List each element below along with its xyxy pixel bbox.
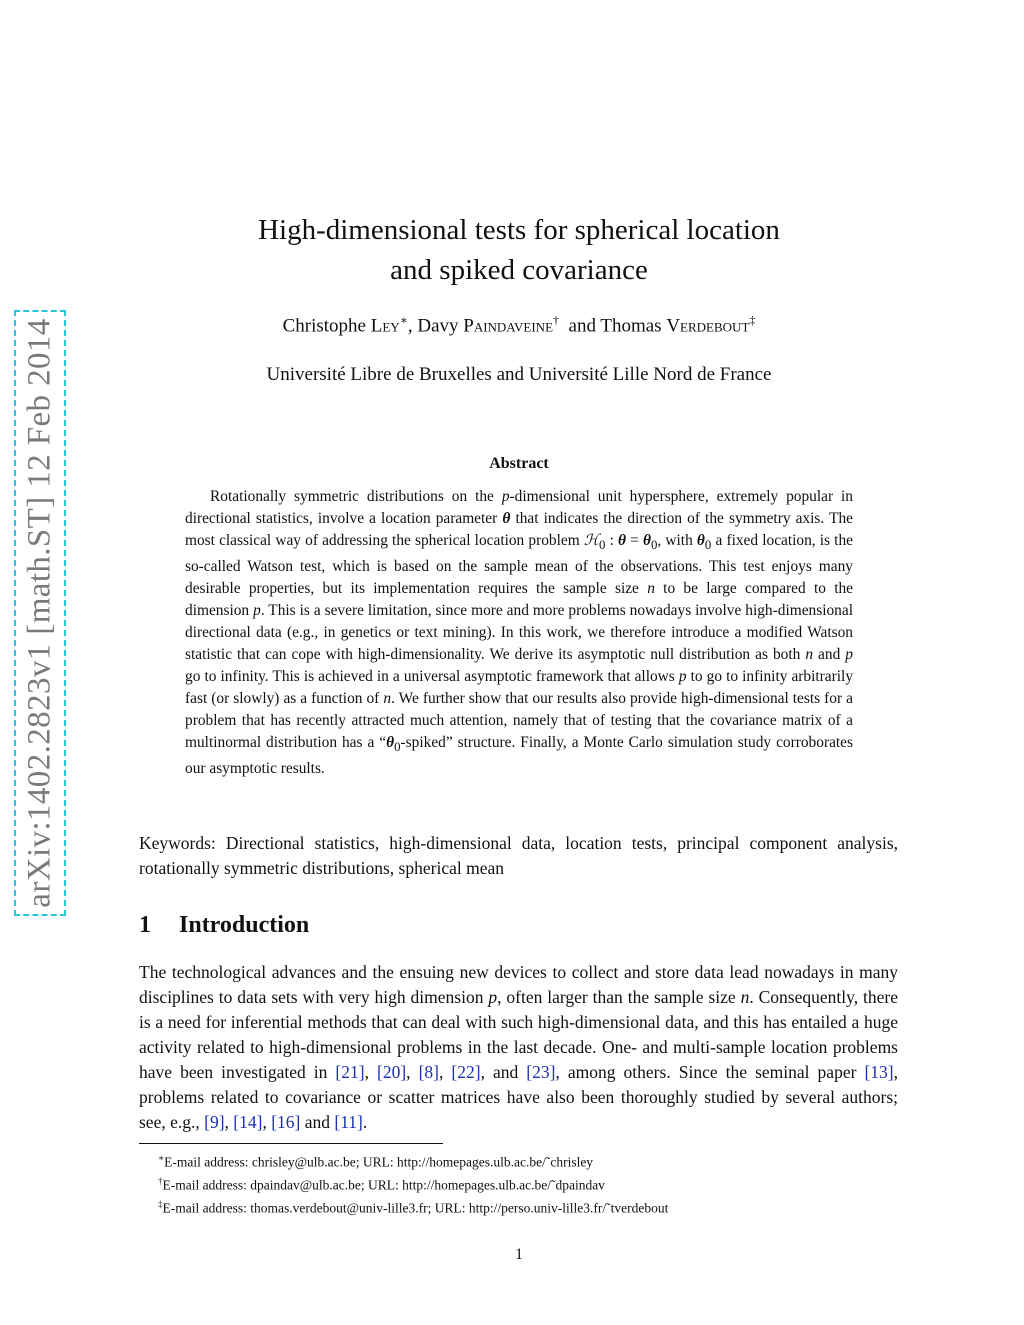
- author-first-name: Christophe: [282, 315, 366, 337]
- page-number: 1: [515, 1246, 523, 1263]
- citation-link[interactable]: [13]: [864, 1062, 894, 1082]
- abstract-text: , with: [657, 532, 697, 549]
- section-number: 1: [139, 912, 151, 938]
- citation-link[interactable]: [16]: [271, 1112, 301, 1132]
- footnotes: [158, 1149, 668, 1218]
- footnote-mark: †: [553, 313, 560, 327]
- abstract-text: . This is a severe limitation, since more and more problems nowadays involve high-dimensional directional data (e.g., in genetics or text mining). In this work, we therefore introduce a modified Watson statistic that can cope with high-dimensionality. We derive its asymptotic null distribution as both: [185, 602, 853, 664]
- math-subscript: 0: [599, 538, 606, 553]
- citation-link[interactable]: [21]: [335, 1062, 365, 1082]
- abstract-text: that indicates the direction of the symmetry axis. The most classical way of addressing the spherical location problem: [185, 510, 853, 549]
- author-last-name: Paindaveine: [463, 315, 554, 337]
- body-text: , among others. Since the seminal paper: [555, 1062, 865, 1082]
- author-first-name: Thomas: [600, 315, 662, 337]
- title-line-1: High-dimensional tests for spherical location: [258, 214, 780, 246]
- abstract-text: go to infinity. This is achieved in a universal asymptotic framework that allows: [185, 668, 679, 686]
- math-symbol: θ: [696, 532, 705, 549]
- author-separator: and: [563, 315, 601, 337]
- footnote-mark: ‡: [749, 313, 756, 327]
- body-text: and: [300, 1112, 335, 1132]
- body-text: ,: [224, 1112, 234, 1132]
- math-symbol: θ: [386, 734, 395, 752]
- math-subscript: 0: [651, 538, 658, 553]
- math-symbol: p: [678, 668, 687, 686]
- body-text: ,: [262, 1112, 272, 1132]
- math-subscript: 0: [704, 538, 712, 553]
- math-symbol: n: [740, 987, 750, 1007]
- affiliation: Université Libre de Bruxelles and Université Lille Nord de France: [266, 364, 772, 385]
- section-title: Introduction: [179, 912, 310, 938]
- body-text: ,: [364, 1062, 377, 1082]
- footnote: [158, 1172, 668, 1195]
- math-symbol: θ: [502, 510, 511, 527]
- body-text: The technological advances and the ensuing new devices to collect and store data lead nowadays in many disciplines to data sets with very high dimension: [139, 962, 898, 1007]
- body-text: , often larger than the sample size: [497, 987, 741, 1007]
- arxiv-stamp: [14, 310, 66, 916]
- math-symbol: p: [501, 488, 510, 505]
- body-text: , and: [480, 1062, 527, 1082]
- introduction-paragraph: [139, 960, 898, 1135]
- citation-link[interactable]: [14]: [233, 1112, 263, 1132]
- math-symbol: θ: [643, 532, 651, 549]
- abstract-text: :: [605, 532, 619, 549]
- abstract-text: -dimensional unit hypersphere, extremely popular in directional statistics, involve a location parameter: [185, 488, 853, 527]
- abstract-text: -spiked” structure. Finally, a Monte Carlo simulation study corroborates our asymptotic results.: [185, 734, 853, 778]
- citation-link[interactable]: [23]: [526, 1062, 556, 1082]
- footnote-text: E-mail address: chrisley@ulb.ac.be; URL: http://homepages.ulb.ac.be/˜chrisley: [164, 1154, 594, 1170]
- body-text: , problems related to covariance or scatter matrices have also been thoroughly studied by several authors; see, e.g.,: [139, 1062, 898, 1132]
- abstract-text: Rotationally symmetric distributions on the: [210, 488, 502, 505]
- footnote-mark: ∗: [399, 313, 408, 327]
- abstract-heading: Abstract: [489, 455, 549, 472]
- paper-title: [0, 210, 1024, 290]
- title-line-2: and spiked covariance: [390, 254, 648, 286]
- author-last-name: Ley: [370, 315, 400, 337]
- arxiv-stamp-text: arXiv:1402.2823v1 [math.ST] 12 Feb 2014: [21, 318, 58, 908]
- abstract-text: to go to infinity arbitrarily fast (or slowly) as a function of: [185, 668, 854, 708]
- footnote: [158, 1149, 668, 1172]
- footnote-mark: ‡: [158, 1199, 163, 1209]
- citation-link[interactable]: [9]: [204, 1112, 225, 1132]
- abstract-text: to be large compared to the dimension: [185, 580, 854, 620]
- author-list: [0, 313, 1024, 337]
- citation-link[interactable]: [22]: [451, 1062, 481, 1082]
- footnote: [158, 1195, 668, 1218]
- math-subscript: 0: [394, 740, 401, 755]
- citation-link[interactable]: [11]: [334, 1112, 363, 1132]
- abstract-body: [185, 486, 853, 780]
- author-first-name: Davy: [417, 315, 459, 337]
- footnote-mark: †: [158, 1176, 163, 1186]
- footnote-mark: ∗: [158, 1153, 165, 1163]
- math-symbol: p: [845, 646, 853, 664]
- math-symbol: p: [488, 987, 498, 1007]
- section-heading: [139, 912, 309, 939]
- math-symbol: ℋ: [583, 532, 600, 549]
- keywords: Keywords: Directional statistics, high-dimensional data, location tests, principal component analysis, rotationally symmetric distributions, spherical mean: [139, 833, 898, 878]
- body-text: ,: [438, 1062, 452, 1082]
- abstract-text: =: [626, 532, 643, 549]
- math-symbol: n: [647, 580, 655, 598]
- citation-link[interactable]: [8]: [418, 1062, 439, 1082]
- body-text: .: [362, 1112, 368, 1132]
- math-symbol: n: [383, 690, 392, 708]
- citation-link[interactable]: [20]: [377, 1062, 407, 1082]
- footnote-text: E-mail address: dpaindav@ulb.ac.be; URL: http://homepages.ulb.ac.be/˜dpaindav: [162, 1177, 605, 1193]
- body-text: ,: [406, 1062, 419, 1082]
- footnote-text: E-mail address: thomas.verdebout@univ-lille3.fr; URL: http://perso.univ-lille3.fr/˜tverdebout: [162, 1200, 669, 1216]
- math-symbol: n: [805, 646, 814, 664]
- math-symbol: θ: [618, 532, 627, 549]
- abstract-text: and: [813, 646, 846, 664]
- abstract-text: a fixed location, is the so-called Watson test, which is based on the sample mean of the observations. This test enjoys many desirable properties, but its implementation requires the sample size: [185, 532, 853, 598]
- footnote-divider: [139, 1143, 443, 1144]
- author-last-name: Verdebout: [666, 315, 750, 337]
- math-symbol: p: [253, 602, 261, 620]
- body-text: . Consequently, there is a need for inferential methods that can deal with such high-dimensional data, and this has entailed a huge activity related to high-dimensional problems in the last decade. One- and multi-sample location problems have been investigated in: [139, 987, 898, 1082]
- abstract-text: . We further show that our results also provide high-dimensional tests for a problem that has recently attracted much attention, namely that of testing that the covariance matrix of a multinormal distribution has a “: [185, 690, 853, 752]
- author-separator: ,: [407, 315, 418, 337]
